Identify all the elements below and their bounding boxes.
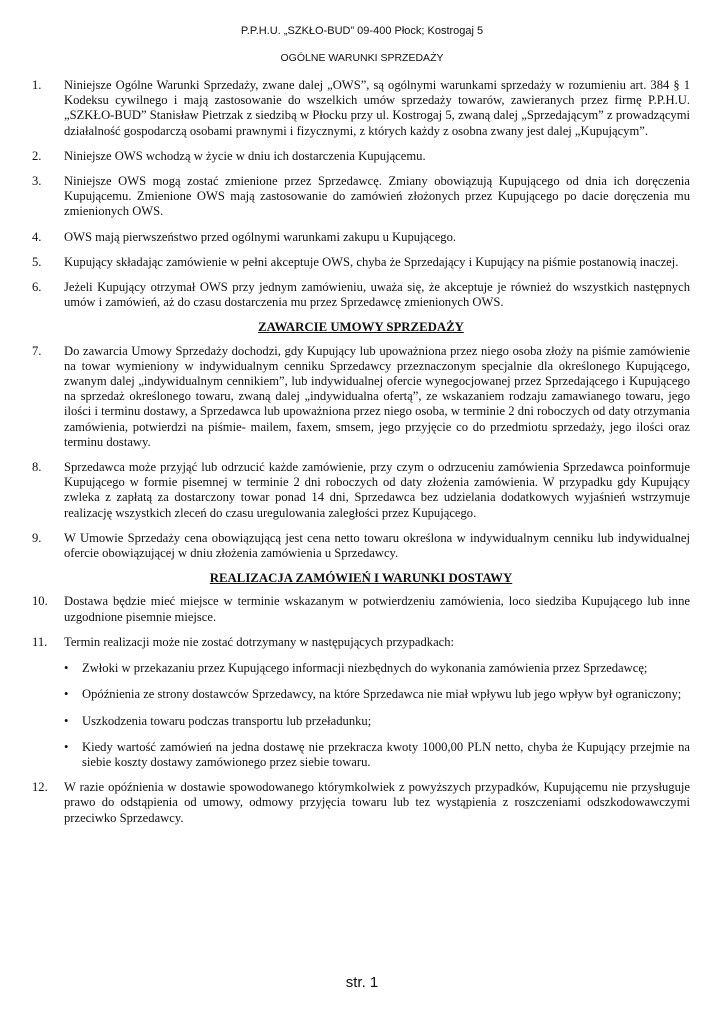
clause-text: Do zawarcia Umowy Sprzedaży dochodzi, gdy Kupujący lub upoważniona przez niego osoba złoży na piśmie zamówienie na towar wymieniony w indywidualnym cenniku Sprzedawcy przeznaczonym specjalnie dla określonego Kupującego, zwanym dalej „indywidualnym cennikiem”, lub indywidualnej ofercie wynegocjowanej przez Sprzedającego i Kupującego na sprzedaż określonego towaru, zwaną dalej „indywidualna ofertą”, ze wskazaniem rodzaju zamawianego towaru, jego ilości i terminu dostawy, a Sprzedawca lub upoważniona przez niego osoba, w terminie 2 dni roboczych od daty otrzymania zamówienia, potwierdzi na piśmie- mailem, faxem, smsem, jego przyjęcie co do przedmiotu sprzedaży, jego ilości oraz terminu dostawy. (64, 343, 690, 449)
list-item (64, 661, 690, 676)
clause-number: 1. (32, 78, 42, 92)
bullet-list (64, 661, 690, 770)
list-item-text: Uszkodzenia towaru podczas transportu lub przeładunku; (82, 713, 372, 728)
list-item (64, 740, 690, 770)
clause-2 (32, 149, 690, 164)
clause-number: 11. (32, 634, 48, 649)
clause-12 (32, 780, 690, 826)
clause-5 (32, 255, 690, 270)
list-item-text: Zwłoki w przekazaniu przez Kupującego informacji niezbędnych do wykonania zamówienia przez Sprzedawcę; (82, 661, 648, 676)
list-item-text: Kiedy wartość zamówień na jedna dostawę nie przekracza kwoty 1000,00 PLN netto, chyba że Kupujący przejmie na siebie koszty dostawy zamówionego przez siebie towaru. (82, 739, 690, 769)
bullet-icon: • (64, 661, 69, 676)
section-heading-contract: ZAWARCIE UMOWY SPRZEDAŻY (258, 320, 464, 335)
clause-text: Niniejsze OWS wchodzą w życie w dniu ich dostarczenia Kupującemu. (64, 148, 426, 163)
section-heading-delivery: REALIZACJA ZAMÓWIEŃ I WARUNKI DOSTAWY (209, 571, 513, 586)
clause-10 (32, 594, 690, 624)
clause-text: Kupujący składając zamówienie w pełni akceptuje OWS, chyba że Sprzedający i Kupujący na piśmie postanowią inaczej. (64, 254, 679, 269)
clause-text: OWS mają pierwszeństwo przed ogólnymi warunkami zakupu u Kupującego. (64, 229, 457, 244)
bullet-icon: • (64, 713, 69, 728)
clause-number: 10. (32, 594, 48, 609)
clause-text: Sprzedawca może przyjąć lub odrzucić każde zamówienie, przy czym o odrzuceniu zamówienia Sprzedawca poinformuje Kupującego w formie pisemnej w terminie 2 dni roboczych od daty złożenia zamówienia. W przypadku gdy Kupujący zwleka z zapłatą za dostarczony towar ponad 14 dni, Sprzedawca bez udzielania dodatkowych wyjaśnień wstrzymuje realizację wszystkich zleceń do czasu uregulowania zaległości przez Kupującego. (64, 460, 690, 520)
clause-11 (32, 635, 690, 650)
clause-number: 5. (32, 254, 42, 269)
clause-3 (32, 174, 690, 220)
clause-number: 3. (32, 174, 42, 189)
company-header: P.P.H.U. „SZKŁO-BUD” 09-400 Płock; Kostrogaj 5 (240, 25, 484, 37)
clause-7 (32, 344, 690, 450)
clause-text: W Umowie Sprzedaży cena obowiązującą jest cena netto towaru określona w indywidualnym cenniku lub indywidualnej ofercie obowiązującej w dniu złożenia zamówienia u Sprzedawcy. (64, 530, 690, 561)
bullet-icon: • (64, 739, 69, 754)
list-item (64, 714, 690, 729)
clause-text: Niniejsze OWS mogą zostać zmienione przez Sprzedawcę. Zmiany obowiązują Kupującego od dnia ich doręczenia Kupującemu. Zmienione OWS mają zastosowanie do zamówień złożonych przez Kupującego po dacie doręczenia mu zmienionych OWS. (64, 174, 690, 219)
clause-number: 6. (32, 280, 42, 295)
clause-text: Dostawa będzie mieć miejsce w terminie wskazanym w potwierdzeniu zamówienia, loco siedziba Kupującego lub inne uzgodnione pisemnie miejsce. (64, 594, 690, 624)
clause-text: Niniejsze Ogólne Warunki Sprzedaży, zwane dalej „OWS”, są ogólnymi warunkami sprzedaży w rozumieniu art. 384 § 1 Kodeksu cywilnego i mają zastosowanie do wszelkich umów sprzedaży towarów, zawieranych przez firmę P.P.H.U. „SZKŁO-BUD” Stanisław Pietrzak z siedzibą w Płocku przy ul. Kostrogaj 5, zwaną dalej „Sprzedającym” z prowadzącymi działalność gospodarczą osobami prawnymi i fizycznymi, z których każdy z osobna zwany jest dalej „Kupującym”. (64, 78, 690, 138)
clause-text: Jeżeli Kupujący otrzymał OWS przy jednym zamówieniu, uważa się, że akceptuje je również do wszystkich następnych umów i zamówień, aż do czasu dostarczenia mu przez Sprzedawcę zmienionych OWS. (64, 280, 690, 310)
clause-number: 12. (32, 780, 48, 795)
clause-8 (32, 460, 690, 521)
list-item-text: Opóźnienia ze strony dostawców Sprzedawcy, na które Sprzedawca nie miał wpływu lub jego wpływ był ograniczony; (82, 687, 682, 702)
clause-number: 8. (32, 460, 42, 475)
clause-6 (32, 280, 690, 310)
clause-number: 4. (32, 229, 42, 244)
document-body (32, 78, 690, 826)
clause-text: W razie opóźnienia w dostawie spowodowanego którymkolwiek z powyższych przypadków, Kupującemu nie przysługuje prawo do odstąpienia od umowy, odmowy przyjęcia towaru lub tez wystąpienia z roszczeniami odszkodowawczymi przeciwko Sprzedawcy. (64, 780, 690, 825)
clause-4 (32, 230, 690, 245)
clause-number: 9. (32, 530, 42, 545)
clause-9 (32, 531, 690, 561)
page-number: str. 1 (345, 974, 379, 991)
clause-number: 2. (32, 148, 42, 163)
document-title: OGÓLNE WARUNKI SPRZEDAŻY (280, 52, 444, 64)
bullet-icon: • (64, 687, 69, 702)
clause-1 (32, 78, 690, 139)
clause-number: 7. (32, 343, 42, 358)
clause-text: Termin realizacji może nie zostać dotrzymany w następujących przypadkach: (64, 634, 455, 649)
list-item (64, 687, 690, 702)
